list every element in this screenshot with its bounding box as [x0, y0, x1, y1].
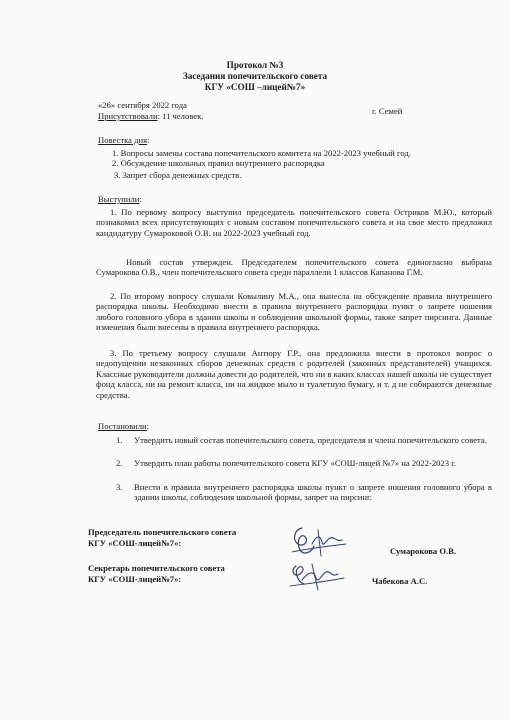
speech-paragraph-4: 3. По третьему вопросу слушали Антюру Г.Р., она предложила внести в протокол вопрос о недопущении незаконных сборов денежных средств с родителей (законных представителей) учащихся. Классные руководители должны довести до родителей, что ни в каких классах нашей школы не существует фонд класса, ни на ремонт класса, ни на жидкое мыло и туалетную бумагу, и т. д не собираются денежные средства.: [96, 348, 492, 400]
resolutions-title: [98, 421, 149, 431]
chair-role: Председатель попечительского совета: [88, 527, 237, 537]
resolutions-title-text: Постановили: [98, 421, 147, 431]
meeting-city: г. Семей: [372, 106, 403, 116]
resolution-number: 2.: [116, 458, 123, 468]
speeches-title-colon: :: [139, 194, 142, 204]
resolution-number: 1.: [116, 435, 123, 445]
agenda-title: [98, 135, 149, 145]
attendance-value: : 11 человек.: [157, 111, 204, 121]
attendance-label: Присутствовали: [98, 111, 158, 121]
agenda-item: 2. Обсуждение школьных правил внутреннего распорядка: [112, 158, 325, 168]
secretary-name: Чабекова А.С.: [372, 576, 428, 586]
resolutions-title-colon: :: [146, 421, 150, 431]
secretary-organization: КГУ «СОШ-лицей№7»:: [88, 574, 182, 584]
secretary-role: Секретарь попечительского совета: [88, 563, 225, 573]
resolution-text: Утвердить новый состав попечительского совета, председателя и члена попечительского совета.: [134, 435, 487, 445]
organization-name: КГУ «СОШ –лицей№7»: [204, 82, 306, 92]
agenda-title-text: Повестка дня: [98, 135, 148, 145]
resolution-text: Утвердить план работы попечительского совета КГУ «СОШ-лицей №7» на 2022-2023 г.: [134, 458, 456, 468]
agenda-item: 1. Вопросы замены состава попечительского комитета на 2022-2023 учебный год.: [112, 148, 411, 158]
meeting-date: «26» сентября 2022 года: [98, 100, 187, 110]
attendance-line: [98, 111, 203, 121]
speech-paragraph-1: 1. По первому вопросу выступил председатель попечительского совета Остриков М.Ю., который познакомил всех присутствующих с новым составом попечительского совета и на свое место предложил кандидатуру Сумароковой О.В. на 2022-2023 учебный год.: [96, 207, 492, 238]
protocol-number: Протокол №3: [226, 60, 284, 70]
resolution-text: Внести в правила внутреннего распорядка школы пункт о запрете ношения головного убора в здании школы, соблюдения школьной формы, запрет на пирсинг.: [134, 482, 492, 503]
protocol-subtitle: Заседания попечительского совета: [182, 71, 328, 81]
chair-signature: [288, 522, 350, 562]
secretary-signature: [288, 560, 350, 594]
speech-paragraph-3: 2. По второму вопросу слушали Ковылину М.А., она вынесла на обсуждение правила внутреннего распорядка школы. Необходимо внести в правила внутреннего распорядка пункт о запрете ношения любого головного убора в здании школы и соблюдения школьной формы, также запрет пирсинга. Данные изменения были внесены в правила внутреннего распорядка.: [96, 291, 492, 333]
chair-organization: КГУ «СОШ-лицей№7»:: [88, 538, 182, 548]
chair-name: Сумарокова О.В.: [390, 546, 457, 556]
speech-paragraph-2: Новый состав утвержден. Председателем попечительского совета единогласно выбрана Сумарокова О.В., член попечительского совета среди параллели 1 классов Капанова Г.М.: [96, 257, 492, 278]
agenda-item: 3. Запрет сбора денежных средств.: [114, 170, 242, 180]
resolution-number: 3.: [116, 482, 123, 492]
agenda-title-colon: :: [147, 135, 150, 145]
speeches-title-text: Выступили: [98, 194, 140, 204]
speeches-title: [98, 194, 142, 204]
